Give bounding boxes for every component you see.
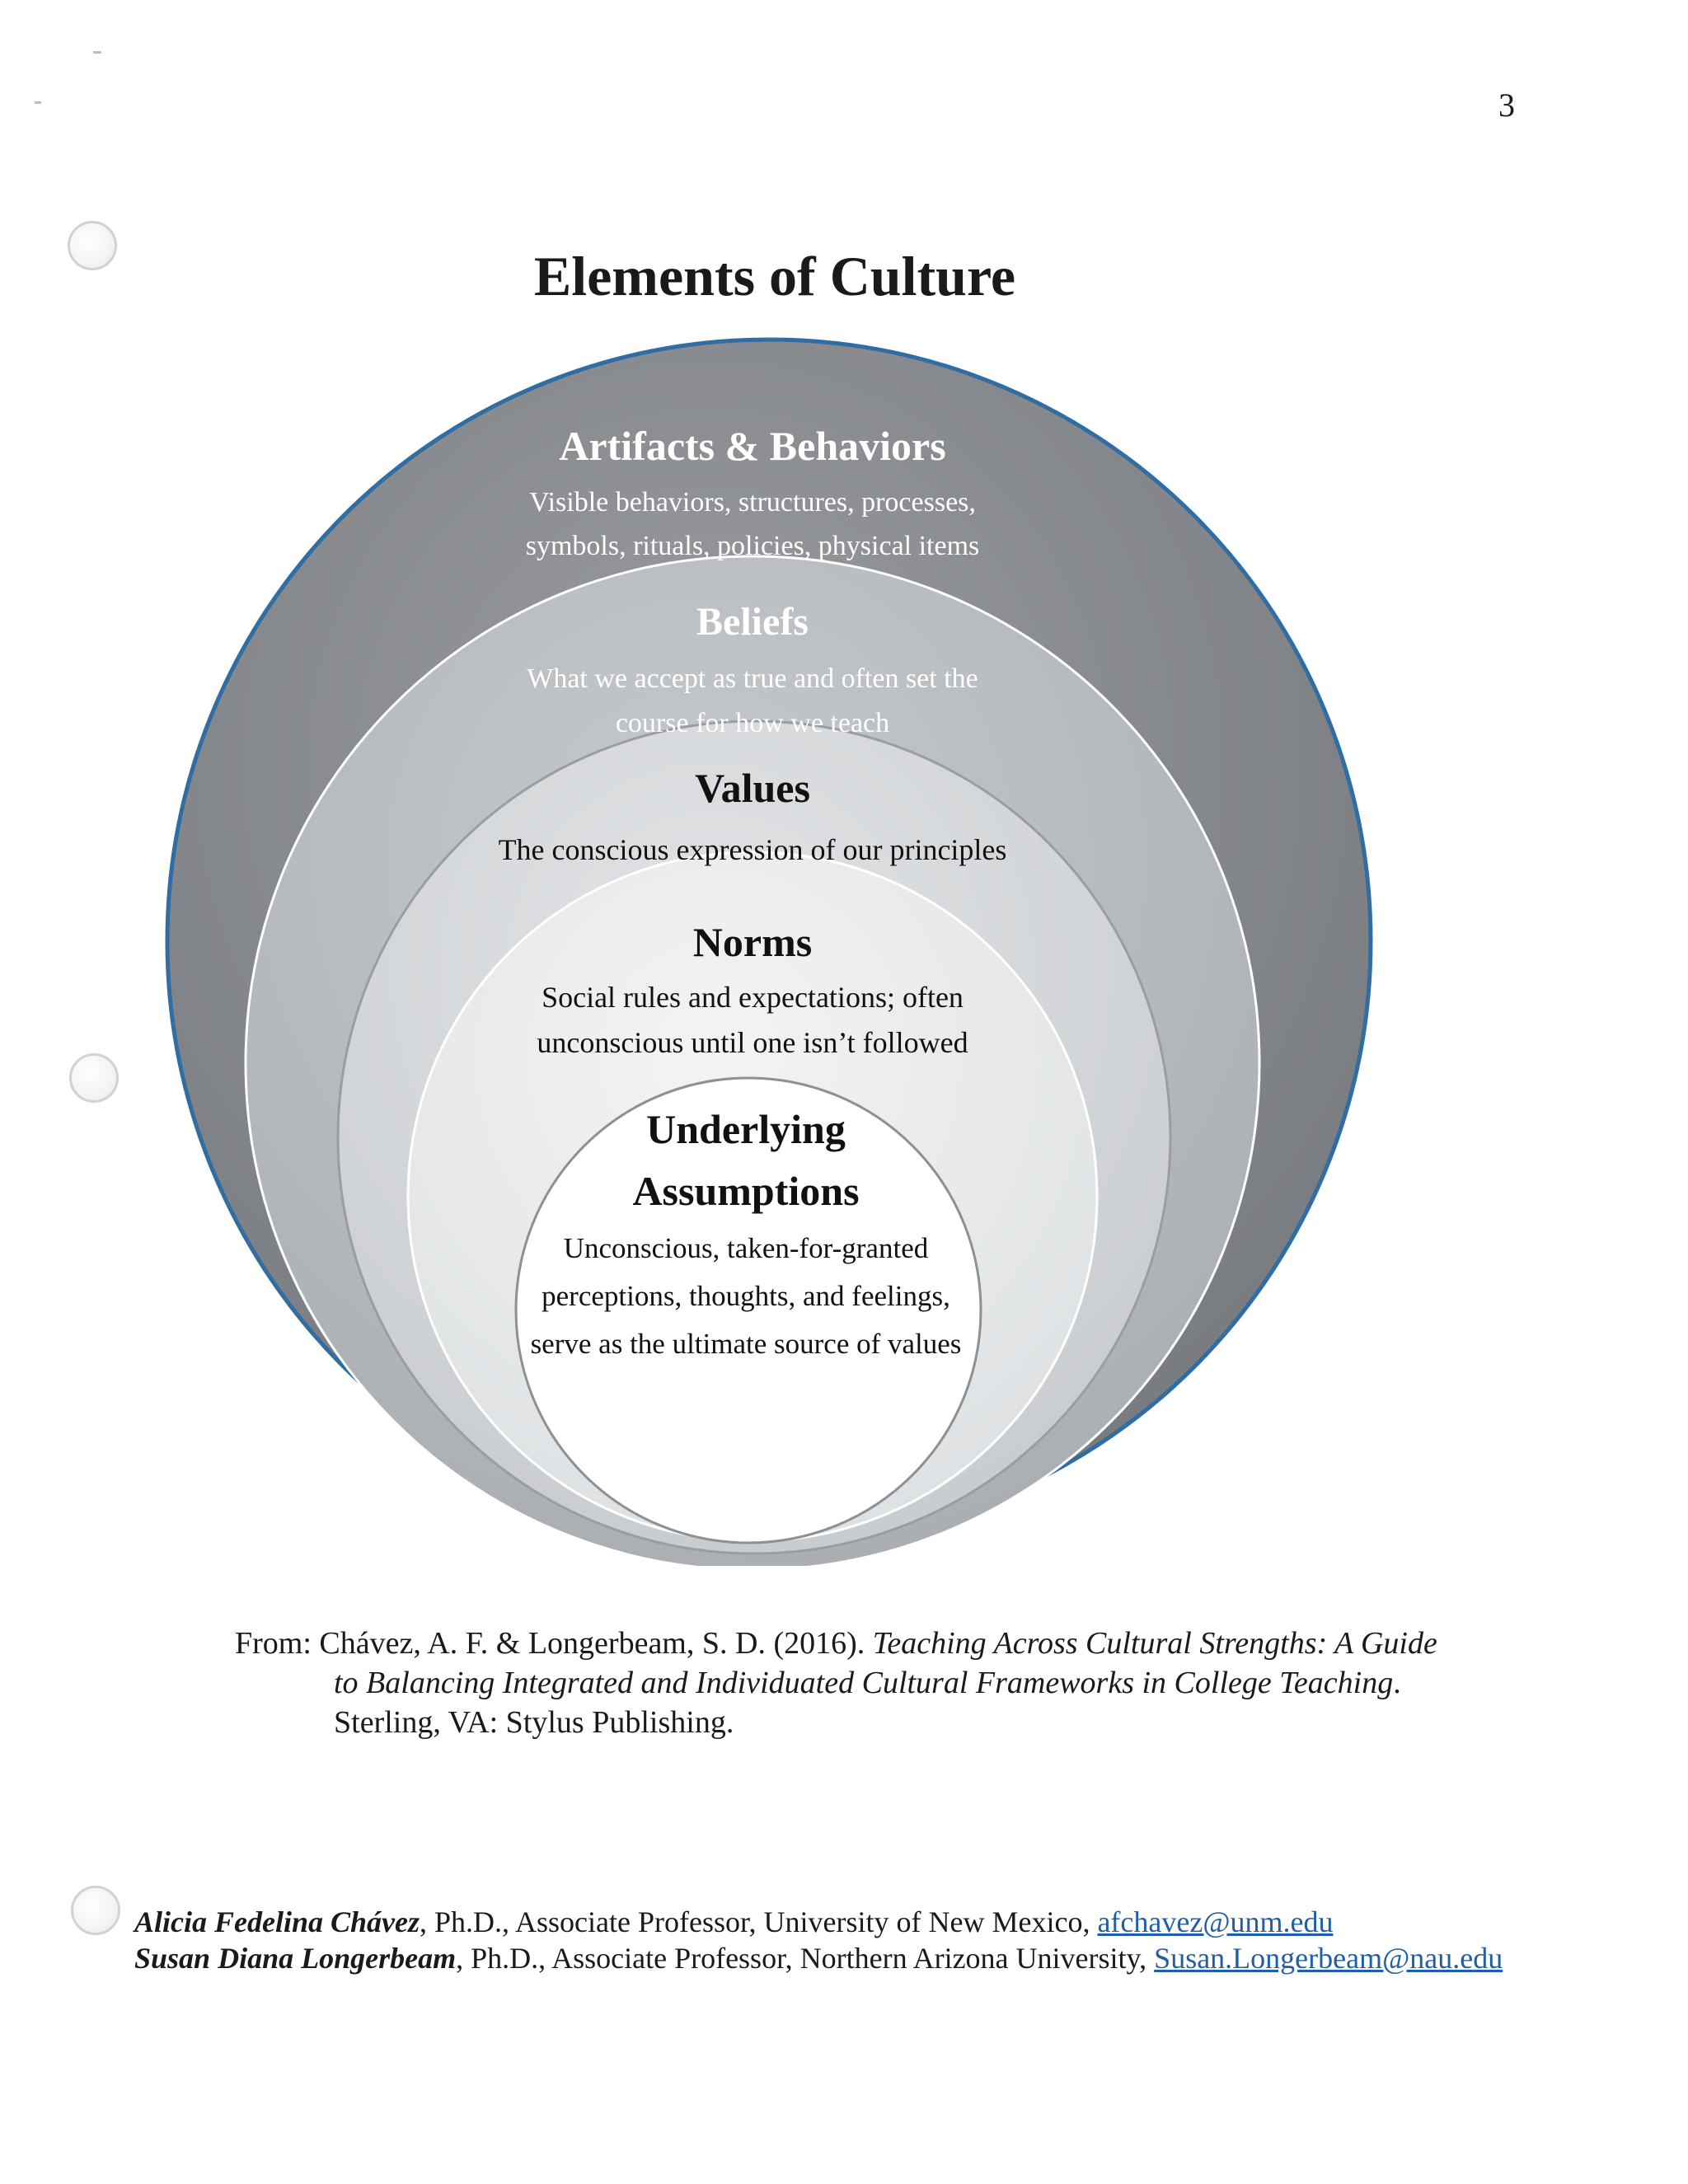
punch-hole: [71, 1886, 120, 1935]
author-details: , Ph.D., Associate Professor, Northern Arizona University,: [456, 1942, 1155, 1975]
layer-beliefs-text: course for how we teach: [615, 708, 890, 738]
author-list: [134, 1904, 1552, 1976]
layer-beliefs-text: What we accept as true and often set the: [527, 663, 978, 694]
author-details: , Ph.D., Associate Professor, University of New Mexico,: [420, 1905, 1098, 1938]
layer-assumptions-heading: Underlying: [646, 1106, 846, 1152]
citation-prefix: From: Chávez, A. F. & Longerbeam, S. D. (2016).: [235, 1626, 873, 1661]
layer-assumptions-text: perceptions, thoughts, and feelings,: [542, 1280, 950, 1312]
citation-title-suffix: .: [1393, 1666, 1401, 1700]
layer-beliefs-heading: Beliefs: [696, 600, 809, 644]
citation-publisher: Sterling, VA: Stylus Publishing.: [334, 1705, 734, 1740]
layer-values-text: The conscious expression of our principles: [498, 833, 1007, 866]
citation-title: to Balancing Integrated and Individuated Cultural Frameworks in College Teaching: [334, 1666, 1394, 1700]
layer-artifacts-text: Visible behaviors, structures, processes,: [529, 487, 976, 518]
citation-line: [235, 1624, 1537, 1663]
page-number: 3: [1498, 87, 1515, 124]
citation: [235, 1624, 1537, 1742]
author-email-link[interactable]: Susan.Longerbeam@nau.edu: [1154, 1942, 1503, 1975]
author-email-link[interactable]: afchavez@unm.edu: [1097, 1905, 1334, 1938]
layer-norms-text: Social rules and expectations; often: [542, 981, 964, 1014]
layer-values-heading: Values: [695, 765, 810, 811]
author-line: [134, 1940, 1552, 1976]
layer-artifacts-text: symbols, rituals, policies, physical items: [525, 531, 980, 561]
citation-title: Teaching Across Cultural Strengths: A Guide: [872, 1626, 1437, 1661]
author-name: Susan Diana Longerbeam: [134, 1942, 457, 1975]
layer-norms-heading: Norms: [692, 919, 813, 965]
layer-norms-text: unconscious until one isn’t followed: [537, 1026, 968, 1059]
layer-assumptions-text: serve as the ultimate source of values: [530, 1328, 962, 1360]
layer-assumptions-heading: Assumptions: [632, 1168, 860, 1214]
citation-line: [235, 1663, 1537, 1703]
author-line: [134, 1904, 1552, 1940]
layer-assumptions-text: Unconscious, taken-for-granted: [563, 1232, 929, 1264]
page-title: Elements of Culture: [533, 245, 1016, 307]
layer-artifacts-heading: Artifacts & Behaviors: [559, 423, 946, 469]
author-name: Alicia Fedelina Chávez: [134, 1905, 420, 1938]
